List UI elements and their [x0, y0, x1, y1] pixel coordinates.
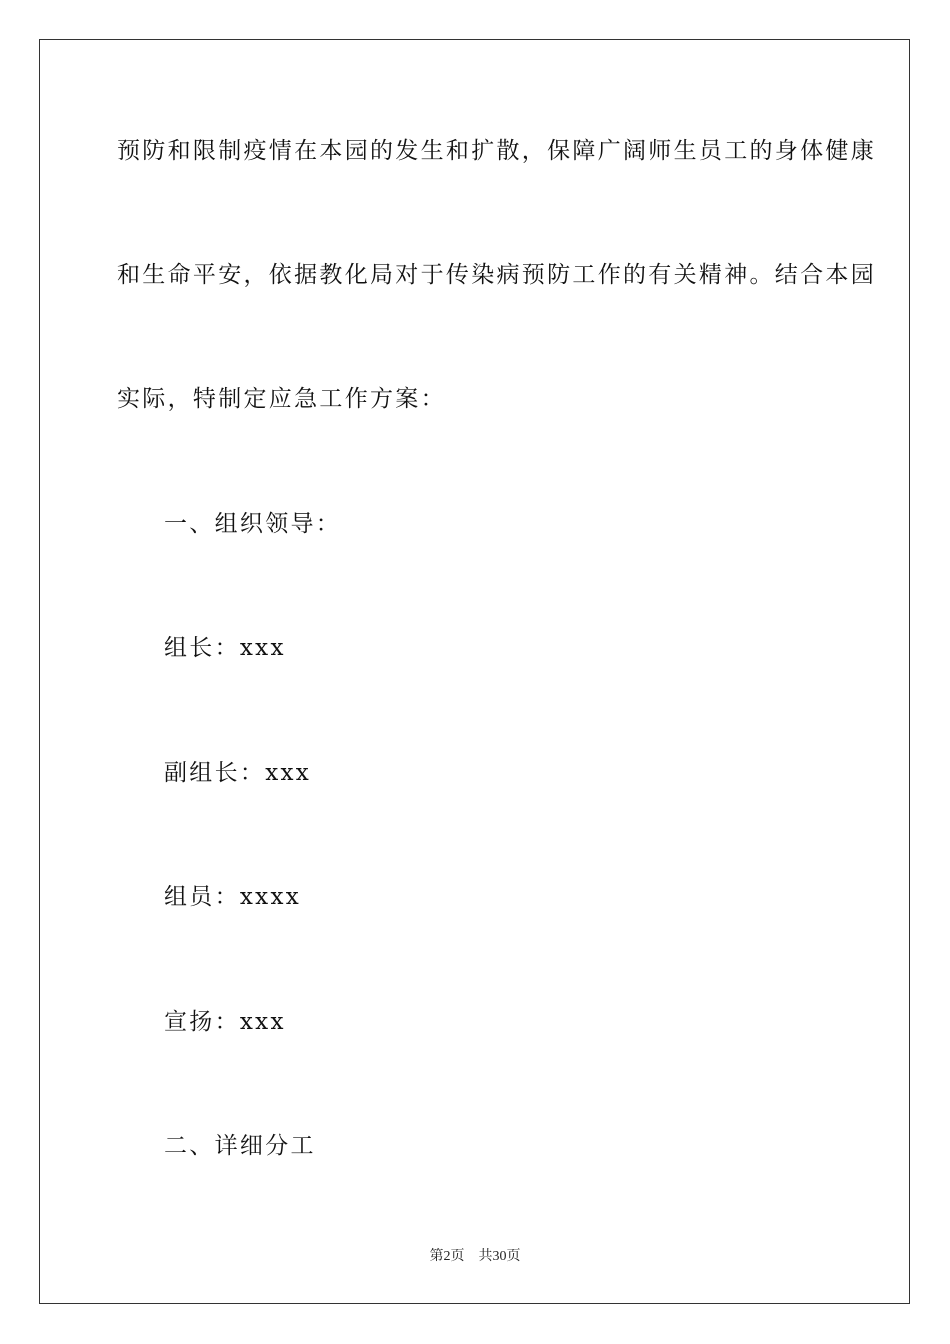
page-footer	[0, 1248, 950, 1266]
paragraph-line-2: 和生命平安，依据教化局对于传染病预防工作的有关精神。结合本园	[117, 262, 876, 288]
page-number-current: 第2页	[429, 1249, 465, 1264]
publicity-line: 宣扬：xxx	[164, 1009, 286, 1035]
page-border	[39, 39, 910, 1304]
section-one-heading: 一、组织领导：	[164, 511, 342, 537]
section-two-heading: 二、详细分工	[164, 1133, 316, 1159]
paragraph-line-1: 预防和限制疫情在本园的发生和扩散，保障广阔师生员工的身体健康	[117, 138, 876, 164]
leader-line: 组长：xxx	[164, 635, 286, 661]
page-number-total: 共30页	[478, 1249, 521, 1264]
deputy-leader-line: 副组长：xxx	[164, 760, 312, 786]
members-line: 组员：xxxx	[164, 884, 301, 910]
paragraph-line-3: 实际，特制定应急工作方案：	[117, 386, 446, 412]
